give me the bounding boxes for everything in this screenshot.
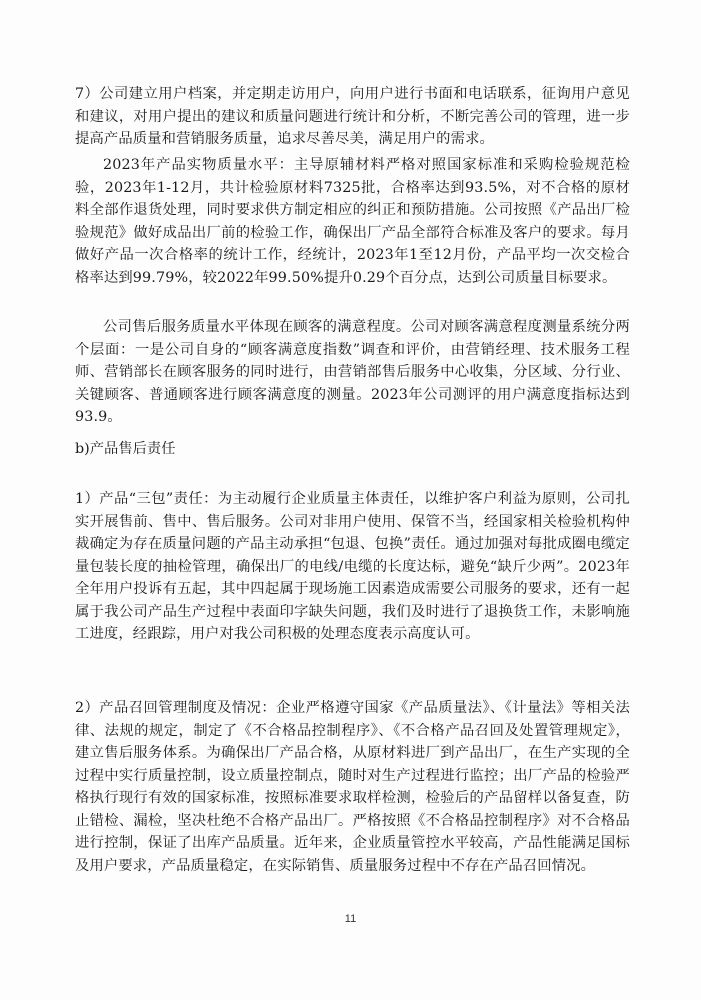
paragraph-product-recall: 2）产品召回管理制度及情况：企业严格遵守国家《产品质量法》、《计量法》等相关法律、法规的规定，制定了《不合格品控制程序》、《不合格产品召回及处置管理规定》，建立售后服务体系。为确保出厂产品合格，从原材料进厂到产品出厂，在生产实现的全过程中实行质量控制，设立质量控制点，随时对生产过程进行监控；出厂产品的检验严格执行现行有效的国家标准，按照标准要求取样检测，检验后的产品留样以备复查，防止错检、漏检，坚决杜绝不合格产品出厂。严格按照《不合格品控制程序》对不合格品进行控制，保证了出库产品质量。近年来，企业质量管控水平较高，产品性能满足国标及用户要求，产品质量稳定，在实际销售、质量服务过程中不存在产品召回情况。	[75, 700, 630, 874]
paragraph-product-quality-2023: 2023年产品实物质量水平：主导原辅材料严格对照国家标准和采购检验规范检验，2023年1-12月，共计检验原材料7325批，合格率达到93.5%，对不合格的原材料全部作退货处理，同时要求供方制定相应的纠正和预防措施。公司按照《产品出厂检验规范》做好成品出厂前的检验工作，确保出厂产品全部符合标准及客户的要求。每月做好产品一次合格率的统计工作，经统计，2023年1至12月份，产品平均一次交检合格率达到99.79%，较2022年99.50%提升0.29个百分点，达到公司质量目标要求。	[75, 157, 630, 286]
page-number: 11	[344, 913, 357, 925]
section-heading-after-sales-responsibility: b)产品售后责任	[75, 441, 176, 457]
paragraph-after-sales-quality: 公司售后服务质量水平体现在顾客的满意程度。公司对顾客满意程度测量系统分两个层面：一是公司自身的“顾客满意度指数”调查和评价，由营销经理、技术服务工程师、营销部长在顾客服务的同时进行，由营销部售后服务中心收集，分区域、分行业、关键顾客、普通顾客进行顾客满意度的测量。2023年公司测评的用户满意度指标达到93.9。	[75, 319, 630, 425]
paragraph-three-guarantees: 1）产品“三包”责任：为主动履行企业质量主体责任，以维护客户利益为原则，公司扎实开展售前、售中、售后服务。公司对非用户使用、保管不当，经国家相关检验机构仲裁确定为存在质量问题的产品主动承担“包退、包换”责任。通过加强对每批成圈电缆定量包装长度的抽检管理，确保出厂的电线/电缆的长度达标，避免“缺斤少两”。2023年全年用户投诉有五起，其中四起属于现场施工因素造成需要公司服务的要求，还有一起属于我公司产品生产过程中表面印字缺失问题，我们及时进行了退换货工作，未影响施工进度，经跟踪，用户对我公司积极的处理态度表示高度认可。	[75, 491, 630, 642]
paragraph-customer-archive: 7）公司建立用户档案，并定期走访用户，向用户进行书面和电话联系，征询用户意见和建议，对用户提出的建议和质量问题进行统计和分析，不断完善公司的管理，进一步提高产品质量和营销服务质量，追求尽善尽美，满足用户的需求。	[75, 86, 630, 147]
